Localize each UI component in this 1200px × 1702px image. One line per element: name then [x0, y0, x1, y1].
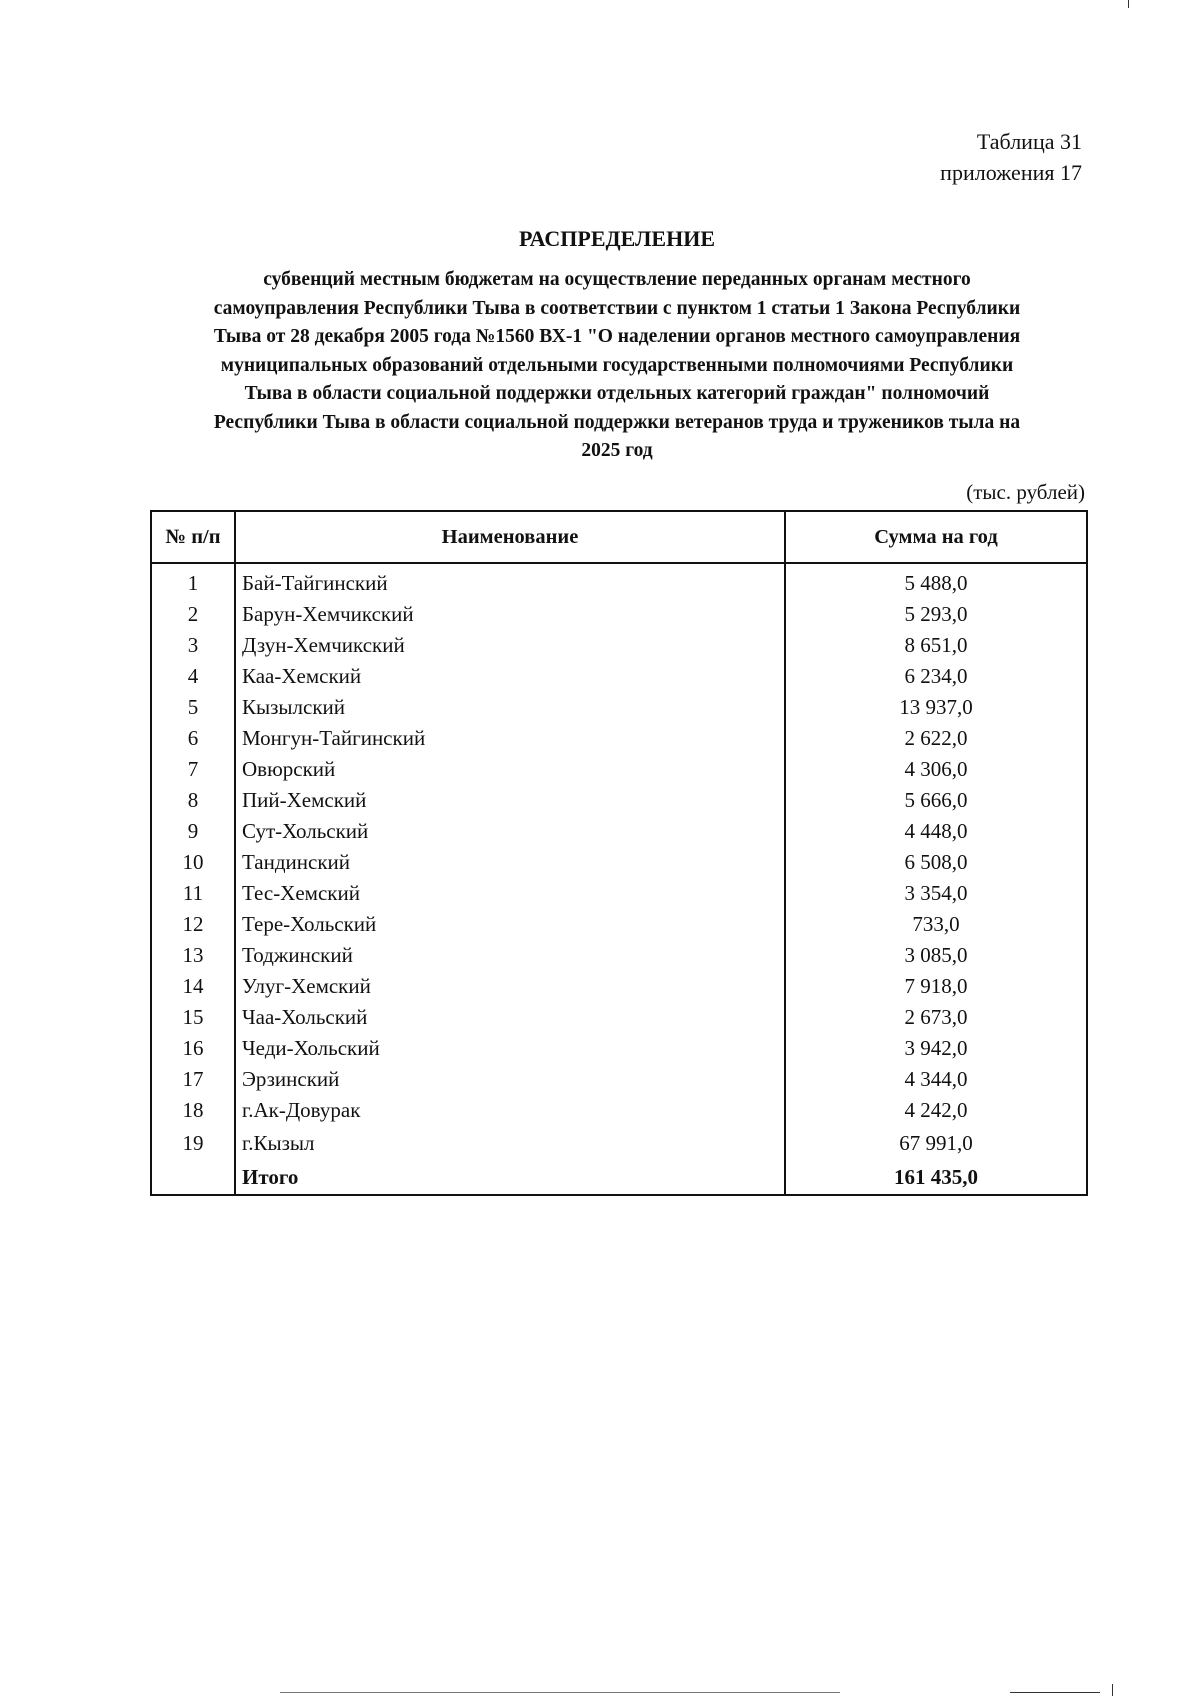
table-row: [151, 1033, 1087, 1064]
row-name: Чаа-Хольский: [235, 1002, 785, 1033]
row-sum: 4 448,0: [785, 816, 1087, 847]
row-number: 1: [187, 571, 199, 595]
row-name: Каа-Хемский: [235, 661, 785, 692]
row-number: 11: [182, 881, 204, 905]
header-num: № п/п: [151, 511, 235, 563]
row-number: 4: [187, 664, 199, 688]
subtitle-line: 2025 год: [581, 440, 653, 461]
scan-artifact-line: [280, 1692, 840, 1693]
subtitle-line: субвенций местным бюджетам на осуществление переданных органам местного: [263, 269, 971, 290]
table-row: [151, 847, 1087, 878]
row-sum: 7 918,0: [785, 971, 1087, 1002]
row-number: 7: [187, 757, 199, 781]
table-row: [151, 692, 1087, 723]
table-row: [151, 816, 1087, 847]
row-name: Тандинский: [235, 847, 785, 878]
row-sum: 5 666,0: [785, 785, 1087, 816]
table-row: [151, 1064, 1087, 1095]
table-row: [151, 1002, 1087, 1033]
total-row: [151, 1160, 1087, 1195]
row-sum: 2 622,0: [785, 723, 1087, 754]
table-row: [151, 630, 1087, 661]
row-sum: 8 651,0: [785, 630, 1087, 661]
table-row: [151, 909, 1087, 940]
row-sum: 2 673,0: [785, 1002, 1087, 1033]
row-number: 9: [187, 819, 199, 843]
scan-artifact-line: [1112, 1684, 1113, 1696]
table-row: [151, 971, 1087, 1002]
row-number: 17: [182, 1067, 204, 1091]
row-number: 19: [182, 1131, 204, 1155]
row-name: Тес-Хемский: [235, 878, 785, 909]
table-row: [151, 599, 1087, 630]
row-sum: 4 344,0: [785, 1064, 1087, 1095]
row-sum: 13 937,0: [785, 692, 1087, 723]
row-number: 5: [187, 695, 199, 719]
table-reference: [940, 126, 1082, 188]
row-sum: 67 991,0: [785, 1126, 1087, 1160]
table-row: [151, 563, 1087, 599]
table-row: [151, 940, 1087, 971]
table-row: [151, 785, 1087, 816]
row-name: Пий-Хемский: [235, 785, 785, 816]
total-sum: 161 435,0: [785, 1160, 1087, 1195]
row-name: Сут-Хольский: [235, 816, 785, 847]
table-number: Таблица 31: [976, 129, 1082, 154]
header-name: Наименование: [235, 511, 785, 563]
row-name: Кызылский: [235, 692, 785, 723]
subtitle-line: Республики Тыва в области социальной поддержки ветеранов труда и тружеников тыла на: [213, 411, 1021, 433]
row-name: Бай-Тайгинский: [235, 563, 785, 599]
subtitle-line: муниципальных образований отдельными государственными полномочиями Республики: [220, 354, 1014, 376]
row-name: Тере-Хольский: [235, 909, 785, 940]
row-sum: 3 354,0: [785, 878, 1087, 909]
row-sum: 4 242,0: [785, 1095, 1087, 1126]
subtitle-line: самоуправления Республики Тыва в соответствии с пунктом 1 статьи 1 Закона Республики: [213, 297, 1021, 319]
row-sum: 5 488,0: [785, 563, 1087, 599]
subvention-table: [150, 510, 1088, 1196]
subtitle-line: Тыва в области социальной поддержки отдельных категорий граждан" полномочий: [244, 383, 990, 404]
row-name: Дзун-Хемчикский: [235, 630, 785, 661]
row-sum: 3 942,0: [785, 1033, 1087, 1064]
table-row: [151, 1126, 1087, 1160]
header-sum: Сумма на год: [785, 511, 1087, 563]
appendix-number: приложения 17: [940, 160, 1082, 185]
total-label: Итого: [235, 1160, 785, 1195]
scan-artifact-line: [1010, 1692, 1100, 1693]
table-row: [151, 661, 1087, 692]
row-sum: 733,0: [785, 909, 1087, 940]
row-sum: 4 306,0: [785, 754, 1087, 785]
row-number: 3: [187, 633, 199, 657]
row-sum: 6 508,0: [785, 847, 1087, 878]
row-name: Чеди-Хольский: [235, 1033, 785, 1064]
scan-artifact-line: [1128, 0, 1129, 8]
row-number: 15: [182, 1005, 204, 1029]
row-name: г.Кызыл: [235, 1126, 785, 1160]
subtitle-line: Тыва от 28 декабря 2005 года №1560 ВХ-1 "О наделении органов местного самоуправления: [213, 326, 1021, 347]
row-number: 12: [182, 912, 204, 936]
units-label: (тыс. рублей): [966, 480, 1085, 504]
row-name: Эрзинский: [235, 1064, 785, 1095]
row-sum: 5 293,0: [785, 599, 1087, 630]
row-name: Барун-Хемчикский: [235, 599, 785, 630]
table-row: [151, 1095, 1087, 1126]
document-subtitle: [150, 266, 1084, 466]
table-row: [151, 723, 1087, 754]
table-row: [151, 878, 1087, 909]
row-number: 14: [182, 974, 204, 998]
row-sum: 6 234,0: [785, 661, 1087, 692]
row-number: 13: [182, 943, 204, 967]
row-name: Тоджинский: [235, 940, 785, 971]
table-row: [151, 754, 1087, 785]
row-number: 8: [187, 788, 199, 812]
document-title: РАСПРЕДЕЛЕНИЕ: [518, 226, 715, 251]
table-body: [151, 563, 1087, 1195]
row-sum: 3 085,0: [785, 940, 1087, 971]
total-number: [151, 1160, 235, 1195]
row-name: Овюрский: [235, 754, 785, 785]
row-number: 6: [187, 726, 199, 750]
row-number: 10: [182, 850, 204, 874]
row-name: Улуг-Хемский: [235, 971, 785, 1002]
row-number: 16: [182, 1036, 204, 1060]
row-number: 2: [187, 602, 199, 626]
row-name: Монгун-Тайгинский: [235, 723, 785, 754]
row-name: г.Ак-Довурак: [235, 1095, 785, 1126]
row-number: 18: [182, 1098, 204, 1122]
table-header-row: [151, 511, 1087, 563]
